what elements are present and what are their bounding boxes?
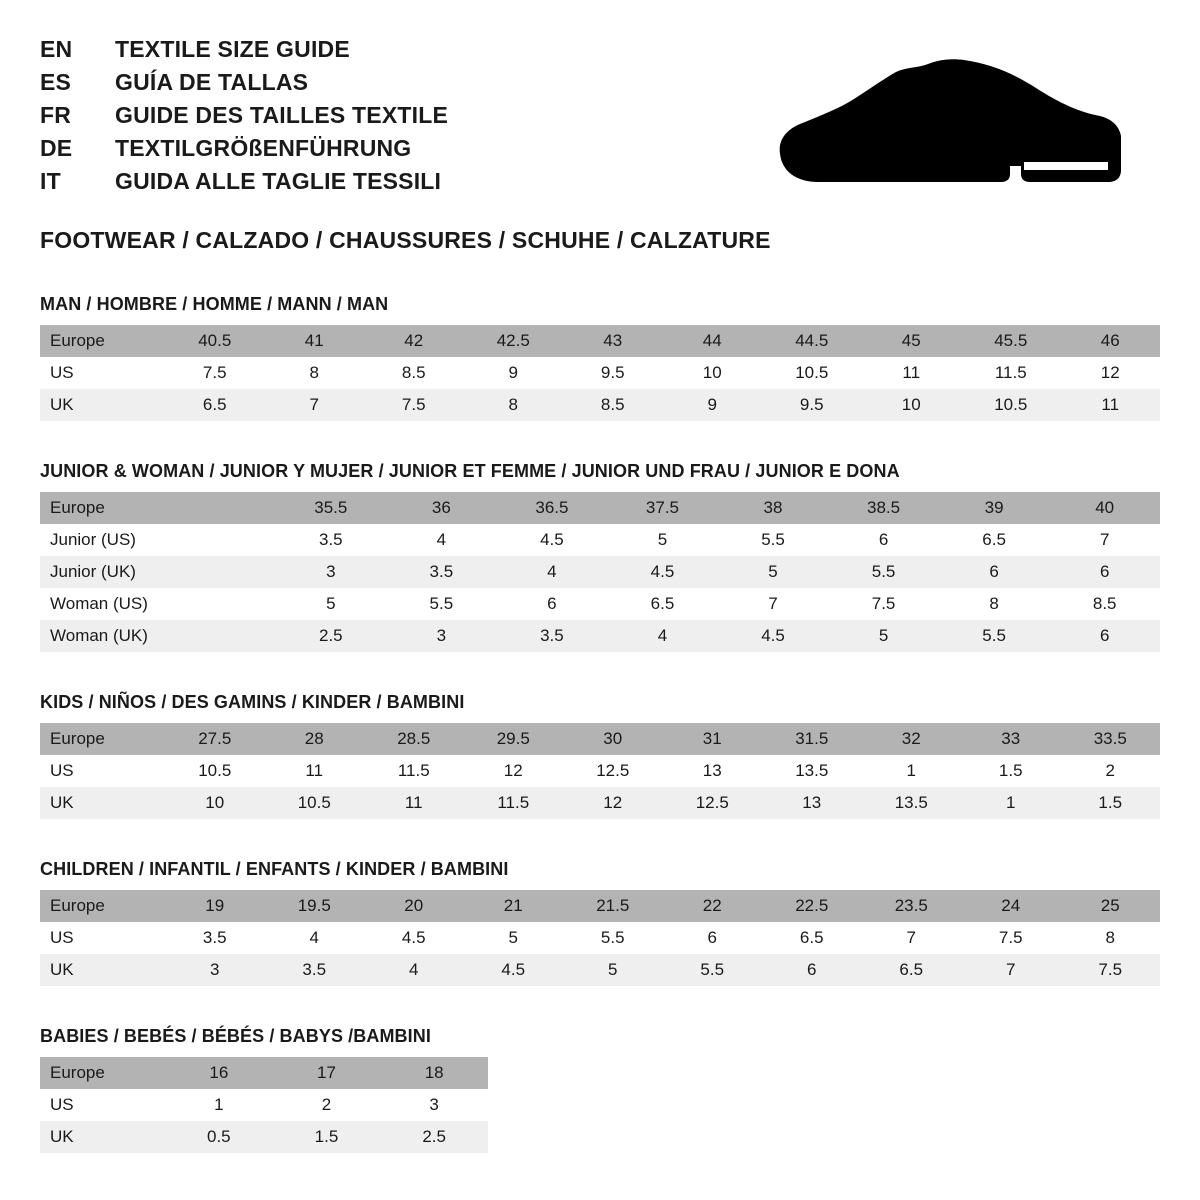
table-cell: 13.5: [762, 755, 862, 787]
language-row: [40, 69, 448, 102]
table-cell: 11.5: [464, 787, 564, 819]
table-cell: 13: [663, 755, 763, 787]
table-cell: 9.5: [563, 357, 663, 389]
language-code: FR: [40, 102, 72, 128]
table-row: [40, 1089, 488, 1121]
table-cell: 4: [386, 524, 497, 556]
table-cell: 7.5: [828, 588, 939, 620]
language-row: [40, 135, 448, 168]
table-cell: 8: [1061, 922, 1161, 954]
table-cell: 6: [663, 922, 763, 954]
table-row: [40, 723, 1160, 755]
table-cell: 39: [939, 492, 1050, 524]
table-cell: 4.5: [364, 922, 464, 954]
table-cell: 23.5: [862, 890, 962, 922]
table-cell: 42.5: [464, 325, 564, 357]
table-cell: 11: [364, 787, 464, 819]
table-cell: 11: [265, 755, 365, 787]
table-cell: 8.5: [364, 357, 464, 389]
table-cell: 45: [862, 325, 962, 357]
table-row: [40, 325, 1160, 357]
table-cell: 5.5: [828, 556, 939, 588]
table-cell: 12.5: [563, 755, 663, 787]
table-cell: 6: [828, 524, 939, 556]
table-cell: 3: [165, 954, 265, 986]
table-cell: 11: [862, 357, 962, 389]
table-cell: 6: [497, 588, 608, 620]
table-cell: 3: [386, 620, 497, 652]
table-cell: 45.5: [961, 325, 1061, 357]
table-cell: 10.5: [762, 357, 862, 389]
table-cell: 6: [1049, 556, 1160, 588]
row-label: US: [40, 357, 165, 389]
table-cell: 43: [563, 325, 663, 357]
language-row: [40, 168, 448, 201]
section-title: MAN / HOMBRE / HOMME / MANN / MAN: [40, 294, 389, 314]
table-cell: 5.5: [563, 922, 663, 954]
section-junior-woman: [40, 461, 1160, 652]
table-cell: 0.5: [165, 1121, 273, 1153]
section-title: BABIES / BEBÉS / BÉBÉS / BABYS /BAMBINI: [40, 1026, 431, 1046]
table-cell: 7: [1049, 524, 1160, 556]
table-cell: 25: [1061, 890, 1161, 922]
section-title: KIDS / NIÑOS / DES GAMINS / KINDER / BAMBINI: [40, 692, 465, 712]
table-cell: 13.5: [862, 787, 962, 819]
table-cell: 9: [663, 389, 763, 421]
page-title: GUIDE DES TAILLES TEXTILE: [115, 102, 448, 128]
row-label: Woman (UK): [40, 620, 165, 652]
size-table-children: [40, 890, 1160, 986]
table-cell: 24: [961, 890, 1061, 922]
table-cell: 33.5: [1061, 723, 1161, 755]
size-table-junior-woman: [40, 492, 1160, 652]
table-cell: 10.5: [165, 755, 265, 787]
page-title: TEXTILGRÖßENFÜHRUNG: [115, 135, 412, 161]
row-label: Europe: [40, 492, 165, 524]
table-cell: 5: [607, 524, 718, 556]
table-cell: 30: [563, 723, 663, 755]
table-cell: 5: [563, 954, 663, 986]
table-cell: 1.5: [961, 755, 1061, 787]
table-cell: 21: [464, 890, 564, 922]
table-cell: 31.5: [762, 723, 862, 755]
table-cell: 7.5: [364, 389, 464, 421]
table-cell: 31: [663, 723, 763, 755]
table-cell: 6.5: [939, 524, 1050, 556]
table-cell: 5: [828, 620, 939, 652]
table-row: [40, 1057, 488, 1089]
table-cell: 3.5: [276, 524, 387, 556]
table-cell: 6.5: [607, 588, 718, 620]
table-cell: 29.5: [464, 723, 564, 755]
table-cell: 32: [862, 723, 962, 755]
table-cell: 12: [464, 755, 564, 787]
table-cell: 6.5: [165, 389, 265, 421]
table-row: [40, 922, 1160, 954]
page-title: TEXTILE SIZE GUIDE: [115, 36, 350, 62]
row-label: UK: [40, 954, 165, 986]
table-cell: 5.5: [939, 620, 1050, 652]
table-cell: 19.5: [265, 890, 365, 922]
table-cell: [165, 620, 276, 652]
section-title: CHILDREN / INFANTIL / ENFANTS / KINDER / BAMBINI: [40, 859, 509, 879]
table-cell: 20: [364, 890, 464, 922]
table-cell: 6: [1049, 620, 1160, 652]
table-cell: 8.5: [1049, 588, 1160, 620]
table-row: [40, 556, 1160, 588]
row-label: US: [40, 755, 165, 787]
row-label: Junior (US): [40, 524, 165, 556]
table-cell: 7: [718, 588, 829, 620]
table-cell: 7.5: [1061, 954, 1161, 986]
table-row: [40, 492, 1160, 524]
row-label: Europe: [40, 890, 165, 922]
row-label: Europe: [40, 723, 165, 755]
row-label: Woman (US): [40, 588, 165, 620]
table-cell: 4.5: [464, 954, 564, 986]
table-cell: 4: [364, 954, 464, 986]
language-row: [40, 36, 448, 69]
row-label: US: [40, 1089, 165, 1121]
table-cell: 7: [961, 954, 1061, 986]
table-cell: 1.5: [273, 1121, 381, 1153]
table-cell: 3.5: [265, 954, 365, 986]
table-cell: 4: [265, 922, 365, 954]
table-cell: 8: [939, 588, 1050, 620]
table-cell: 4: [497, 556, 608, 588]
table-cell: 2.5: [380, 1121, 488, 1153]
table-row: [40, 588, 1160, 620]
table-cell: 2.5: [276, 620, 387, 652]
table-cell: 5.5: [386, 588, 497, 620]
language-row: [40, 102, 448, 135]
table-cell: 12: [1061, 357, 1161, 389]
table-cell: 6: [939, 556, 1050, 588]
table-cell: 6.5: [762, 922, 862, 954]
table-cell: 7.5: [165, 357, 265, 389]
table-cell: 13: [762, 787, 862, 819]
table-cell: 4.5: [718, 620, 829, 652]
row-label: UK: [40, 787, 165, 819]
table-cell: 4.5: [497, 524, 608, 556]
category-heading: FOOTWEAR / CALZADO / CHAUSSURES / SCHUHE / CALZATURE: [40, 227, 771, 253]
page-title: GUIDA ALLE TAGLIE TESSILI: [115, 168, 442, 194]
table-cell: 21.5: [563, 890, 663, 922]
table-cell: 7: [265, 389, 365, 421]
table-cell: 9: [464, 357, 564, 389]
table-cell: [165, 556, 276, 588]
section-babies: [40, 1026, 1160, 1153]
table-cell: 10.5: [961, 389, 1061, 421]
table-cell: 5.5: [663, 954, 763, 986]
table-row: [40, 954, 1160, 986]
language-title-list: [40, 36, 448, 201]
table-cell: 1: [862, 755, 962, 787]
table-cell: 18: [380, 1057, 488, 1089]
table-cell: 38.5: [828, 492, 939, 524]
table-cell: 11.5: [961, 357, 1061, 389]
table-row: [40, 389, 1160, 421]
table-cell: 1: [165, 1089, 273, 1121]
table-cell: 10: [663, 357, 763, 389]
section-kids: [40, 692, 1160, 819]
table-cell: 5: [276, 588, 387, 620]
table-cell: 2: [1061, 755, 1161, 787]
table-cell: 22.5: [762, 890, 862, 922]
row-label: UK: [40, 389, 165, 421]
table-cell: 10: [165, 787, 265, 819]
table-cell: 7.5: [961, 922, 1061, 954]
table-cell: 7: [862, 922, 962, 954]
table-cell: 1.5: [1061, 787, 1161, 819]
row-label: Europe: [40, 1057, 165, 1089]
table-cell: 8.5: [563, 389, 663, 421]
table-cell: 5: [464, 922, 564, 954]
table-row: [40, 890, 1160, 922]
size-table-babies: [40, 1057, 488, 1153]
table-cell: 8: [265, 357, 365, 389]
table-cell: 12.5: [663, 787, 763, 819]
table-cell: 4.5: [607, 556, 718, 588]
row-label: Europe: [40, 325, 165, 357]
table-cell: 3: [276, 556, 387, 588]
section-man: [40, 294, 1160, 421]
table-cell: 22: [663, 890, 763, 922]
table-cell: 5.5: [718, 524, 829, 556]
table-cell: 37.5: [607, 492, 718, 524]
table-cell: 6.5: [862, 954, 962, 986]
table-cell: 11: [1061, 389, 1161, 421]
section-children: [40, 859, 1160, 986]
table-cell: 36.5: [497, 492, 608, 524]
table-cell: 10.5: [265, 787, 365, 819]
table-cell: 9.5: [762, 389, 862, 421]
table-cell: 3.5: [497, 620, 608, 652]
table-cell: 3.5: [386, 556, 497, 588]
table-cell: 11.5: [364, 755, 464, 787]
table-cell: 16: [165, 1057, 273, 1089]
table-cell: 12: [563, 787, 663, 819]
page-header: [40, 30, 1160, 201]
page-title: GUÍA DE TALLAS: [115, 69, 309, 95]
language-code: ES: [40, 69, 72, 95]
table-cell: 38: [718, 492, 829, 524]
table-cell: [165, 588, 276, 620]
table-cell: 35.5: [276, 492, 387, 524]
table-cell: 33: [961, 723, 1061, 755]
row-label: UK: [40, 1121, 165, 1153]
table-cell: 41: [265, 325, 365, 357]
table-cell: 2: [273, 1089, 381, 1121]
table-cell: [165, 524, 276, 556]
table-row: [40, 755, 1160, 787]
table-cell: 1: [961, 787, 1061, 819]
table-cell: 28.5: [364, 723, 464, 755]
table-cell: 4: [607, 620, 718, 652]
table-row: [40, 787, 1160, 819]
table-cell: 46: [1061, 325, 1161, 357]
table-cell: 19: [165, 890, 265, 922]
table-row: [40, 620, 1160, 652]
row-label: US: [40, 922, 165, 954]
table-cell: 28: [265, 723, 365, 755]
table-cell: [165, 492, 276, 524]
table-cell: 44: [663, 325, 763, 357]
table-cell: 3: [380, 1089, 488, 1121]
dress-shoe-icon: [760, 58, 1140, 188]
table-cell: 10: [862, 389, 962, 421]
size-table-man: [40, 325, 1160, 421]
table-cell: 5: [718, 556, 829, 588]
language-code: DE: [40, 135, 73, 161]
table-cell: 40: [1049, 492, 1160, 524]
table-cell: 40.5: [165, 325, 265, 357]
table-cell: 36: [386, 492, 497, 524]
table-cell: 8: [464, 389, 564, 421]
table-row: [40, 1121, 488, 1153]
section-title: JUNIOR & WOMAN / JUNIOR Y MUJER / JUNIOR ET FEMME / JUNIOR UND FRAU / JUNIOR E DONA: [40, 461, 900, 481]
table-cell: 42: [364, 325, 464, 357]
size-table-kids: [40, 723, 1160, 819]
table-cell: 6: [762, 954, 862, 986]
row-label: Junior (UK): [40, 556, 165, 588]
table-cell: 17: [273, 1057, 381, 1089]
table-row: [40, 524, 1160, 556]
table-cell: 3.5: [165, 922, 265, 954]
table-row: [40, 357, 1160, 389]
table-cell: 44.5: [762, 325, 862, 357]
language-code: IT: [40, 168, 61, 194]
table-cell: 27.5: [165, 723, 265, 755]
language-code: EN: [40, 36, 73, 62]
